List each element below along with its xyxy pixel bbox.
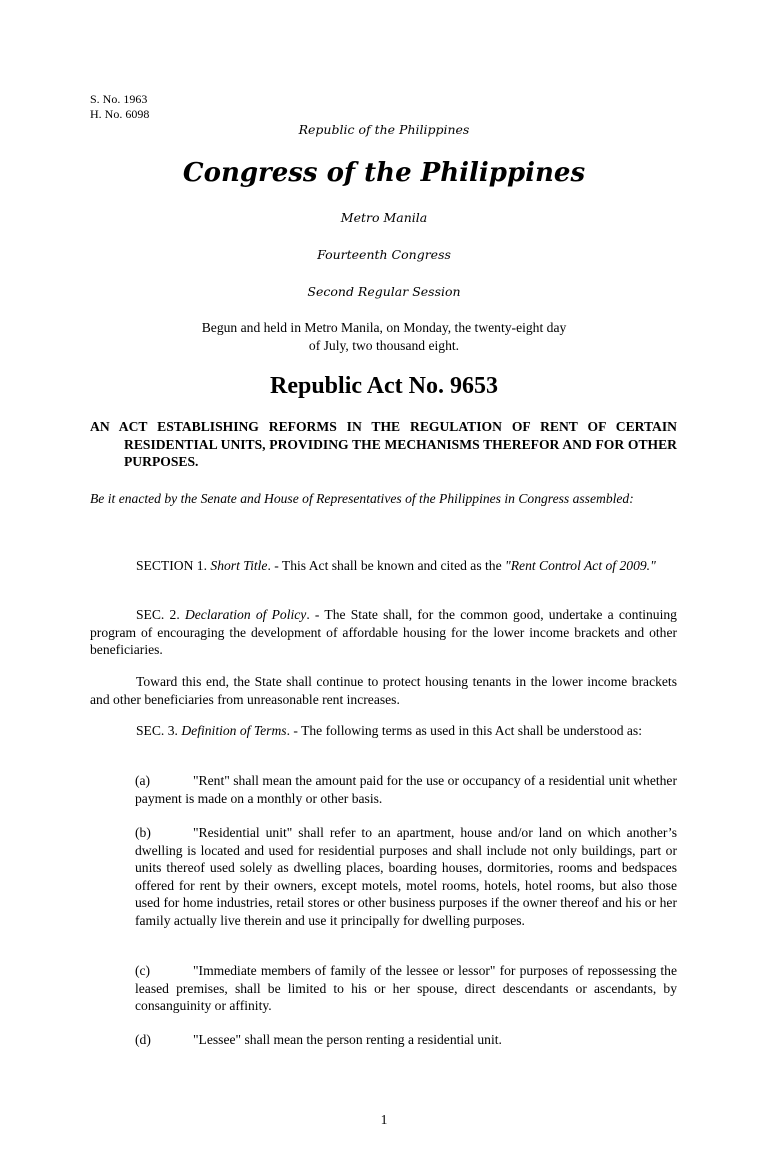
definition-a-label: (a)	[135, 773, 151, 788]
page-number: 1	[380, 1112, 388, 1127]
congress-heading: Congress of the Philippines	[182, 158, 586, 188]
session-heading: Second Regular Session	[307, 284, 461, 299]
section-2-label: SEC. 2.	[136, 607, 180, 622]
city-heading: Metro Manila	[340, 210, 428, 225]
definition-a-text: "Rent" shall mean the amount paid for the use or occupancy of a residential unit whether payment is made on a monthly or other basis.	[135, 773, 677, 806]
definition-d-text: "Lessee" shall mean the person renting a residential unit.	[193, 1032, 502, 1047]
section-2-title: Declaration of Policy	[184, 607, 307, 622]
definition-b-text: "Residential unit" shall refer to an apartment, house and/or land on which another’s dwelling is located and used for residential purposes and shall include not only buildings, part or units thereof used solely as dwelling places, boarding houses, dormitories, rooms and bedspaces offered for rent by their owners, except motels, motel rooms, hotels, hotel rooms, but also those used for home industries, retail stores or other business purposes if the owner thereof and his or her family actually live therein and use it principally for dwelling purposes.	[135, 825, 677, 928]
senate-bill-number: S. No. 1963	[90, 92, 148, 106]
congress-number-heading: Fourteenth Congress	[317, 247, 451, 262]
definition-c-text: "Immediate members of family of the lessee or lessor" for purposes of repossessing the leased premises, shall be limited to his or her spouse, direct descendants or ascendants, by consanguinity or affinity.	[135, 963, 677, 1013]
act-long-title: AN ACT ESTABLISHING REFORMS IN THE REGULATION OF RENT OF CERTAIN RESIDENTIAL UNITS, PROVIDING THE MECHANISMS THEREFOR AND FOR OTHER PURPOSES.	[90, 419, 677, 469]
enacting-clause: Be it enacted by the Senate and House of Representatives of the Philippines in Congress assembled:	[90, 491, 634, 506]
section-3-title: Definition of Terms	[181, 723, 287, 738]
definition-c-label: (c)	[135, 963, 151, 978]
act-title: Republic Act No. 9653	[270, 373, 498, 399]
section-1-text: . - This Act shall be known and cited as the	[267, 558, 506, 573]
definition-d-label: (d)	[135, 1032, 151, 1047]
section-3	[90, 722, 677, 740]
republic-heading: Republic of the Philippines	[298, 122, 470, 137]
section-1	[90, 557, 677, 575]
section-2	[90, 606, 677, 659]
section-3-text: . - The following terms as used in this Act shall be understood as:	[286, 723, 642, 738]
section-2-paragraph-2-text: Toward this end, the State shall continue to protect housing tenants in the lower income brackets and other beneficiaries from unreasonable rent increases.	[90, 674, 677, 707]
section-1-title: Short Title	[210, 558, 268, 573]
begun-line-1: Begun and held in Metro Manila, on Monday, the twenty-eight day	[201, 320, 567, 335]
definition-d	[135, 1031, 677, 1049]
definition-c	[135, 962, 677, 1015]
section-1-label: SECTION 1.	[136, 558, 207, 573]
section-2-paragraph-2	[90, 673, 677, 708]
definition-a	[135, 772, 677, 807]
begun-line-2: of July, two thousand eight.	[308, 338, 460, 353]
section-3-label: SEC. 3.	[136, 723, 178, 738]
definition-b-label: (b)	[135, 825, 151, 840]
section-2-text: . - The State shall, for the common good, undertake a continuing program of encouraging the development of affordable housing for the lower income brackets and other beneficiaries.	[90, 607, 677, 657]
section-1-quote: "Rent Control Act of 2009."	[505, 558, 656, 573]
definition-b	[135, 824, 677, 929]
house-bill-number: H. No. 6098	[90, 107, 150, 121]
